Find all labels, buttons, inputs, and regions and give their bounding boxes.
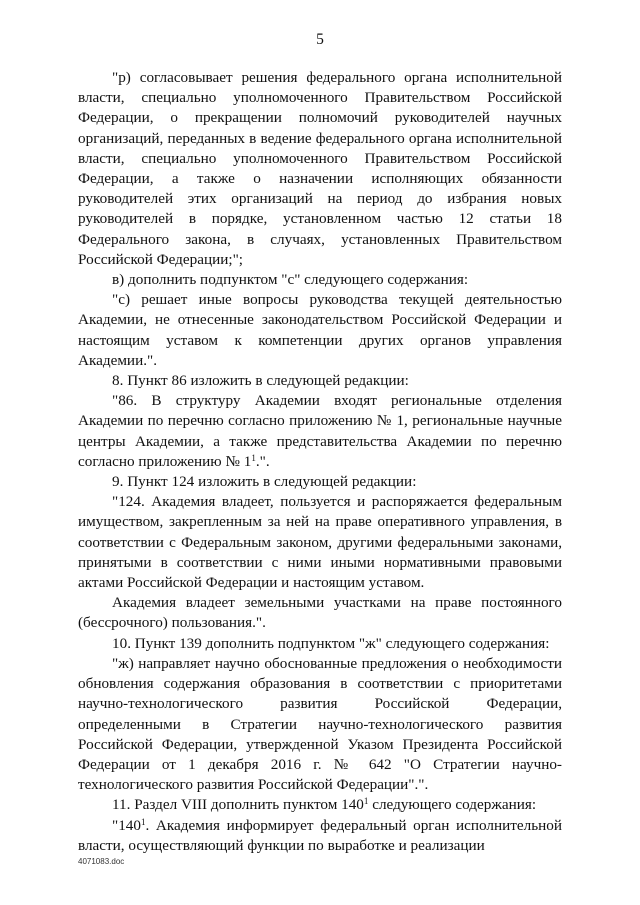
paragraph-point-140-1-start: "140 — [112, 816, 141, 834]
paragraph-item-11 — [78, 795, 562, 815]
document-body — [78, 68, 562, 856]
paragraph-add-subpoint-s: в) дополнить подпунктом "с" следующего содержания: — [112, 271, 469, 289]
paragraph-subpoint-zh: "ж) направляет научно обоснованные предложения о необходимости обновления содержания образования в соответствии с приоритетами научно-технологического развития Российской Федерации, определенными в Стратегии научно-технологического развития Российской Федерации, утвержденной Указом Президента Российской Федерации от 1 декабря 2016 г. № 642 "О Стратегии научно-технологического развития Российской Федерации".". — [78, 654, 562, 794]
paragraph-item-8: 8. Пункт 86 изложить в следующей редакции: — [112, 372, 409, 390]
paragraph-item-11-text: 11. Раздел VIII дополнить пунктом 140 — [112, 796, 364, 814]
paragraph-point-86-end: .". — [255, 452, 270, 470]
superscript: 1 — [140, 816, 146, 827]
paragraph-item-10: 10. Пункт 139 дополнить подпунктом "ж" следующего содержания: — [112, 634, 550, 652]
paragraph-point-86 — [78, 391, 562, 472]
superscript: 1 — [251, 452, 256, 463]
paragraph-item-11-end: следующего содержания: — [368, 796, 537, 814]
paragraph-point-86-text: "86. В структуру Академии входят региональные отделения Академии по перечню согласно приложению № 1, региональные научные центры Академии, а также представительства Академии по перечню согласно приложению № 1 — [78, 392, 562, 470]
paragraph-point-140-1 — [78, 816, 562, 856]
document-filename: 4071083.doc — [78, 857, 125, 866]
paragraph-subpoint-s: "с) решает иные вопросы руководства текущей деятельностью Академии, не отнесенные законодательством Российской Федерации и настоящим уставом к компетенции других органов управления Академии.". — [78, 291, 562, 369]
paragraph-land-plots: Академия владеет земельными участками на праве постоянного (бессрочного) пользования.". — [78, 594, 562, 632]
paragraph-point-140-1-text: . Академия информирует федеральный орган исполнительной власти, осуществляющий функции по выработке и реализации — [78, 816, 562, 854]
paragraph-item-9: 9. Пункт 124 изложить в следующей редакции: — [112, 473, 417, 491]
paragraph-subpoint-r: "р) согласовывает решения федерального органа исполнительной власти, специально уполномоченного Правительством Российской Федерации, о прекращении полномочий руководителей научных организаций, переданных в ведение федерального органа исполнительной власти, специально уполномоченного Правительством Российской Федерации, а также о назначении исполняющих обязанности руководителей этих организаций на период до избрания новых руководителей в порядке, установленном частью 12 статьи 18 Федерального закона, в случаях, установленных Правительством Российской Федерации;"; — [78, 69, 562, 268]
page-number: 5 — [316, 31, 324, 48]
superscript: 1 — [363, 796, 369, 807]
paragraph-point-124: "124. Академия владеет, пользуется и распоряжается федеральным имуществом, закрепленным за ней на праве оперативного управления, в соответствии с Федеральным законом, другими федеральными законами, принятыми в соответствии с ними иными нормативными правовыми актами Российской Федерации и настоящим уставом. — [78, 493, 562, 592]
